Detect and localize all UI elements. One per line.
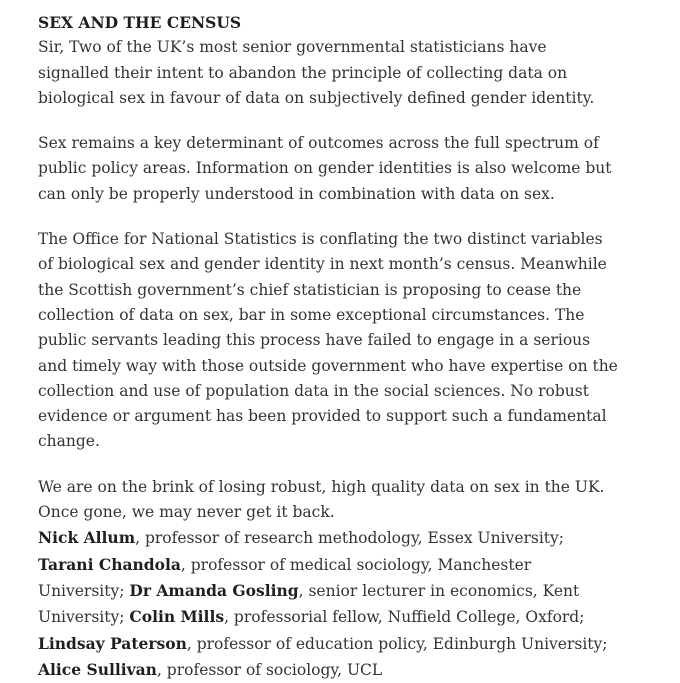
signatory-role: , professor of medical sociology, Manchester University; bbox=[38, 555, 532, 600]
signatory-name: Alice Sullivan bbox=[38, 659, 157, 679]
signatory-role: , professor of education policy, Edinburgh University; bbox=[186, 634, 608, 653]
signatory-name: Dr Amanda Gosling bbox=[129, 580, 299, 600]
signatory-name: Lindsay Paterson bbox=[38, 633, 187, 653]
letter-body-paragraph-4: We are on the brink of losing robust, high quality data on sex in the UK. Once gone, we may never get it back. bbox=[38, 477, 605, 522]
signatory-role: , senior lecturer in economics, Kent University; bbox=[38, 581, 580, 627]
paragraph-text: Sir, Two of the UK’s most senior governmental statisticians have signalled their intent to abandon the principle of collecting data on biological sex in favour of data on subjectively defined gender identity. bbox=[38, 38, 595, 107]
letter-body-paragraph-1 bbox=[38, 10, 618, 111]
signatory-name: Tarani Chandola bbox=[38, 554, 181, 574]
signatory-name: Nick Allum bbox=[38, 528, 136, 548]
letter bbox=[38, 10, 618, 683]
letter-body-paragraph-3: The Office for National Statistics is conflating the two distinct variables of biological sex and gender identity in next month’s census. Meanwhile the Scottish government’s chief statistician is proposing to cease the collection of data on sex, bar in some exceptional circumstances. The public servants leading this process have failed to engage in a serious and timely way with those outside government who have expertise on the collection and use of population data in the social sciences. No robust evidence or argument has been provided to support such a fundamental change. bbox=[38, 230, 618, 451]
signatory-name: Colin Mills bbox=[129, 607, 225, 627]
letter-body-paragraph-2: Sex remains a key determinant of outcomes across the full spectrum of public policy areas. Information on gender identities is also welcome but can only be properly understood in combination with data on sex. bbox=[38, 134, 612, 203]
signatory-role: , professor of sociology, UCL bbox=[156, 660, 383, 679]
signatory-role: , professorial fellow, Nuffield College, Oxford; bbox=[224, 608, 585, 627]
signatory-role: , professor of research methodology, Essex University; bbox=[135, 529, 565, 548]
signatories bbox=[38, 525, 618, 683]
letter-heading: SEX AND THE CENSUS bbox=[38, 13, 242, 32]
